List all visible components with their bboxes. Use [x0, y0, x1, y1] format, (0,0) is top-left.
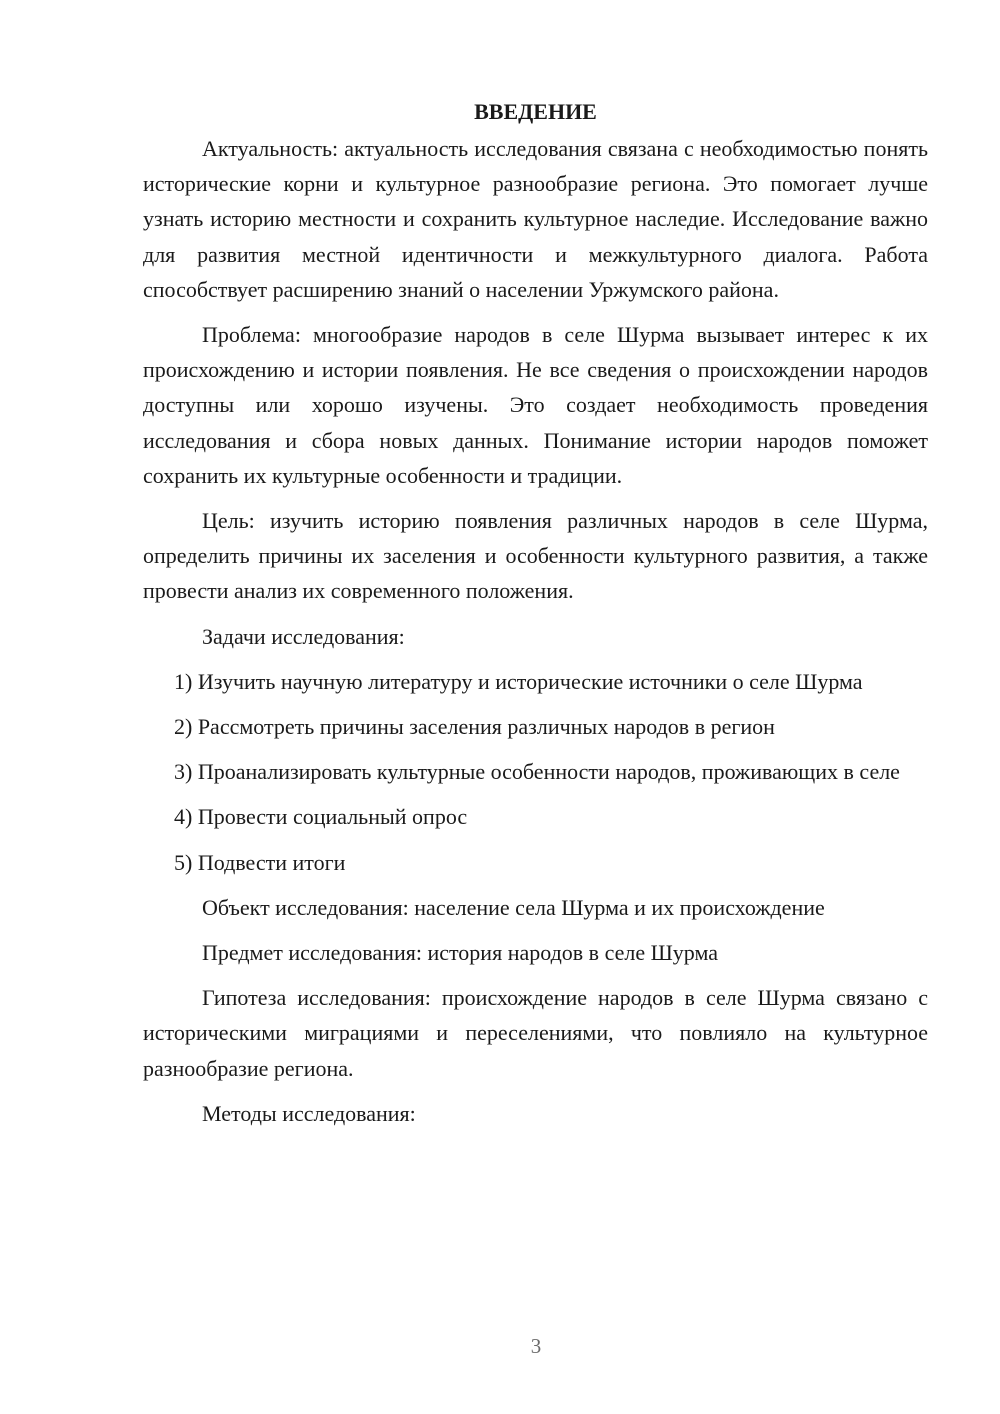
paragraph-problem: Проблема: многообразие народов в селе Шурма вызывает интерес к их происхождению и истории появления. Не все сведения о происхождении народов доступны или хорошо изучены. Это создает необходимость проведения исследования и сбора новых данных. Понимание истории народов поможет сохранить их культурные особенности и традиции. [143, 322, 928, 488]
page-title: ВВЕДЕНИЕ [474, 99, 597, 124]
task-item-4: 4) Провести социальный опрос [174, 804, 468, 830]
task-item-5: 5) Подвести итоги [174, 849, 346, 875]
paragraph-hypothesis: Гипотеза исследования: происхождение народов в селе Шурма связано с историческими миграциями и переселениями, что повлияло на культурное разнообразие региона. [143, 985, 928, 1081]
task-item-1: 1) Изучить научную литературу и исторические источники о селе Шурма [174, 668, 863, 694]
methods-heading: Методы исследования: [202, 1100, 416, 1126]
document-page [143, 94, 928, 1141]
paragraph-object: Объект исследования: население села Шурма и их происхождение [202, 894, 825, 920]
paragraph-subject: Предмет исследования: история народов в селе Шурма [202, 940, 719, 966]
task-item-3: 3) Проанализировать культурные особенности народов, проживающих в селе [174, 759, 900, 785]
tasks-heading: Задачи исследования: [202, 623, 405, 649]
task-item-2: 2) Рассмотреть причины заселения различных народов в регион [174, 714, 775, 740]
page-number: 3 [530, 1334, 542, 1358]
paragraph-goal: Цель: изучить историю появления различных народов в селе Шурма, определить причины их заселения и особенности культурного развития, а также провести анализ их современного положения. [143, 508, 928, 604]
paragraph-relevance: Актуальность: актуальность исследования связана с необходимостью понять исторические корни и культурное разнообразие региона. Это помогает лучше узнать историю местности и сохранить культурное наследие. Исследование важно для развития местной идентичности и межкультурного диалога. Работа способствует расширению знаний о населении Уржумского района. [143, 136, 928, 302]
